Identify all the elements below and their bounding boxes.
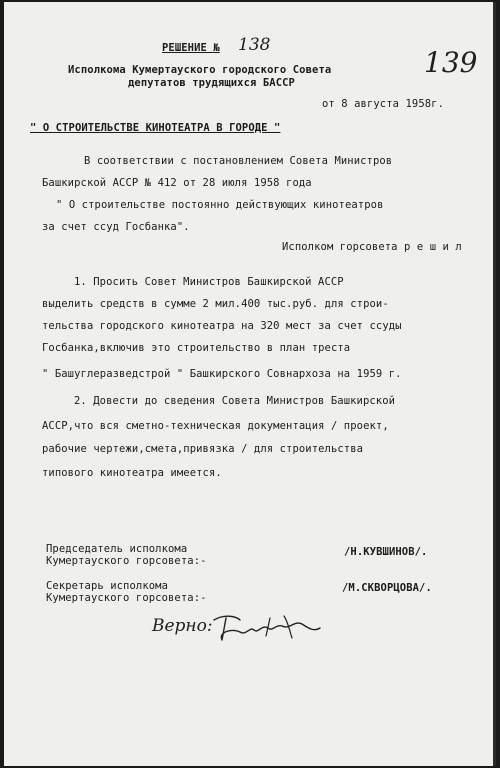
- item1-line-4: Госбанка,включив это строительство в план треста: [42, 342, 351, 354]
- preamble-line-2: Башкирской АССР № 412 от 28 июля 1958 года: [42, 177, 312, 189]
- item1-line-1: 1. Просить Совет Министров Башкирской АССР: [74, 276, 344, 288]
- item1-line-3: тельства городского кинотеатра на 320 мест за счет ссуды: [42, 320, 402, 332]
- bleed-through-mark: [304, 507, 310, 518]
- item1-line-2: выделить средств в сумме 2 мил.400 тыс.руб. для строи-: [42, 298, 389, 310]
- preamble-line-1: В соответствии с постановлением Совета Министров: [84, 155, 393, 167]
- decision-number-handwritten: 138: [238, 35, 271, 55]
- chair-title-line-2: Кумертауского горсовета:-: [46, 555, 207, 567]
- decision-title: " О СТРОИТЕЛЬСТВЕ КИНОТЕАТРА В ГОРОДЕ ": [30, 122, 281, 134]
- organization-line-2: депутатов трудящихся БАССР: [128, 77, 295, 89]
- preamble-line-3: " О строительстве постоянно действующих кинотеатров: [56, 199, 384, 211]
- preamble-line-4: за счет ссуд Госбанка".: [42, 221, 190, 233]
- secretary-title-line-2: Кумертауского горсовета:-: [46, 592, 207, 604]
- document-page: [4, 2, 496, 766]
- chair-title-line-1: Председатель исполкома: [46, 543, 188, 555]
- item2-line-1: 2. Довести до сведения Совета Министров Башкирской: [74, 395, 396, 407]
- organization-line-1: Исполкома Кумертауского городского Совета: [68, 64, 332, 76]
- item2-line-2: АССР,что вся сметно-техническая документация / проект,: [42, 420, 389, 432]
- page-number-handwritten: 139: [424, 46, 478, 79]
- resolved-line: Исполком горсовета р е ш и л: [282, 241, 462, 253]
- item2-line-3: рабочие чертежи,смета,привязка / для строительства: [42, 443, 364, 455]
- handwritten-signature-icon: [210, 610, 330, 644]
- decision-date: от 8 августа 1958г.: [322, 98, 445, 110]
- item1-line-5: " Башуглеразведстрой " Башкирского Совнархоза на 1959 г.: [42, 368, 402, 380]
- decision-label: РЕШЕНИЕ №: [162, 42, 220, 54]
- secretary-name: /М.СКВОРЦОВА/.: [342, 582, 432, 594]
- certified-handwritten: Верно:: [152, 616, 213, 636]
- chair-name: /Н.КУВШИНОВ/.: [344, 546, 428, 558]
- item2-line-4: типового кинотеатра имеется.: [42, 467, 222, 479]
- bleed-through-text: [64, 94, 70, 105]
- secretary-title-line-1: Секретарь исполкома: [46, 580, 169, 592]
- page-edge-right: [493, 2, 496, 766]
